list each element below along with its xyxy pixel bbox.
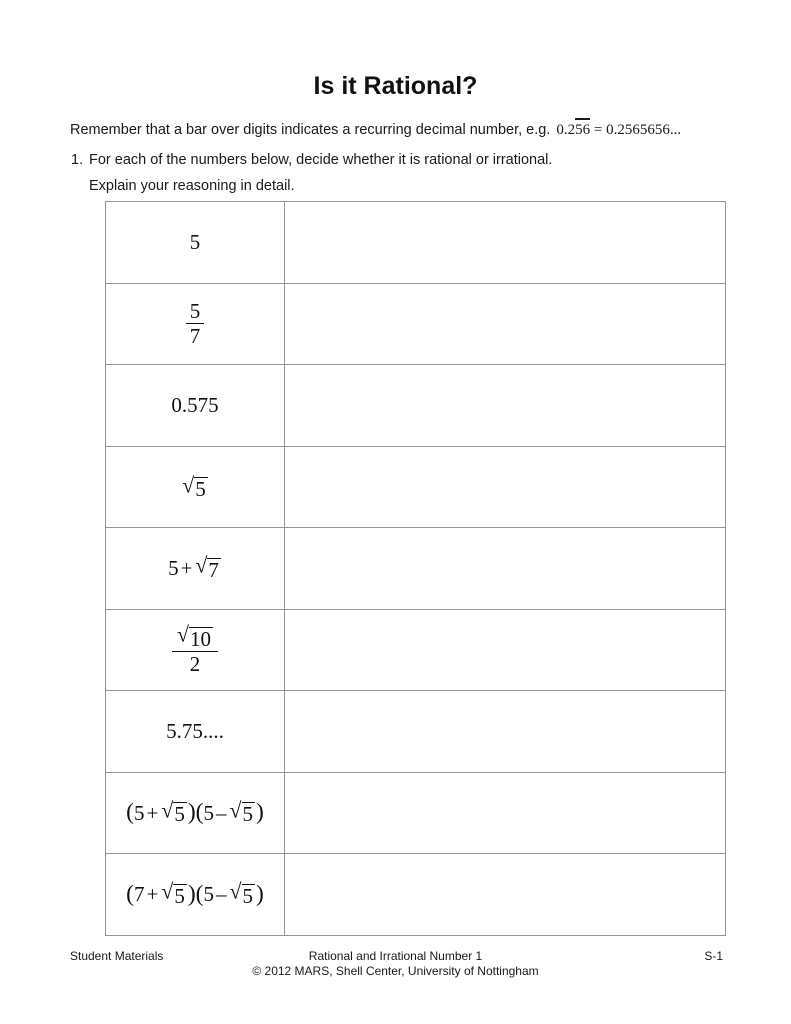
fraction-denominator: 2 xyxy=(189,651,201,676)
answer-cell-7[interactable] xyxy=(285,691,726,773)
radicand: 5 xyxy=(174,802,185,827)
open-paren: ( xyxy=(126,799,134,826)
expression-cell-2 xyxy=(106,283,285,365)
radical-group xyxy=(161,879,186,908)
answer-cell-5[interactable] xyxy=(285,528,726,610)
close-paren: ) xyxy=(256,799,264,826)
answer-cell-1[interactable] xyxy=(285,202,726,284)
expression-cell-8 xyxy=(106,772,285,854)
lead-term: 5 xyxy=(168,555,179,580)
close-paren: ) xyxy=(256,880,264,907)
radical-icon: √ xyxy=(229,879,242,904)
expression-cell-4 xyxy=(106,446,285,528)
numbers-table xyxy=(105,201,726,936)
example-value: 0.2565656... xyxy=(606,122,682,138)
fraction-numerator: 5 xyxy=(186,300,205,325)
expression-product-7-sqrt5 xyxy=(126,879,264,908)
expression-decimal-0575: 0.575 xyxy=(171,392,219,417)
answer-cell-3[interactable] xyxy=(285,365,726,447)
expression-cell-9 xyxy=(106,854,285,936)
operator-plus: + xyxy=(146,800,159,825)
open-paren: ( xyxy=(195,880,204,907)
term-a1: 7 xyxy=(134,882,145,906)
radical-icon: √ xyxy=(229,798,242,823)
recurring-decimal-example xyxy=(556,122,681,138)
radical-group xyxy=(229,879,255,908)
expression-5-plus-sqrt-7 xyxy=(168,553,222,582)
radical-group xyxy=(229,798,255,827)
example-equals: = xyxy=(593,122,603,138)
close-paren: ) xyxy=(187,799,196,826)
radicand: 5 xyxy=(195,477,206,501)
page-title: Is it Rational? xyxy=(313,72,478,100)
operator-minus: – xyxy=(216,882,227,906)
radical-group xyxy=(195,553,220,582)
radical-group xyxy=(161,798,186,827)
radical-icon: √ xyxy=(195,553,208,578)
expression-sqrt10-over-2 xyxy=(172,624,218,675)
term-a2: 5 xyxy=(203,800,215,825)
answer-cell-6[interactable] xyxy=(285,609,726,691)
table-row xyxy=(106,691,726,773)
radical-icon: √ xyxy=(161,879,174,904)
footer-copyright: © 2012 MARS, Shell Center, University of Nottingham xyxy=(252,964,539,978)
example-overbar-digits: 56 xyxy=(575,122,591,138)
table-row xyxy=(106,283,726,365)
footer-page-number: S-1 xyxy=(704,949,723,963)
table-row xyxy=(106,854,726,936)
expression-product-5-sqrt5 xyxy=(126,798,264,827)
operator-plus: + xyxy=(180,555,193,580)
fraction-numerator xyxy=(172,624,218,652)
question-subtext: Explain your reasoning in detail. xyxy=(89,178,295,194)
expression-sqrt-5 xyxy=(181,473,208,501)
radicand: 5 xyxy=(174,883,185,908)
question-number: 1. xyxy=(71,152,84,168)
table-row xyxy=(106,365,726,447)
radicand: 10 xyxy=(189,626,211,651)
expression-cell-7 xyxy=(106,691,285,773)
intro-text: Remember that a bar over digits indicates a recurring decimal number, e.g. xyxy=(70,122,551,138)
fraction-denominator: 7 xyxy=(189,324,201,349)
answer-cell-8[interactable] xyxy=(285,772,726,854)
radicand: 5 xyxy=(242,802,253,827)
table-row xyxy=(106,772,726,854)
operator-minus: – xyxy=(216,800,227,825)
example-prefix: 0.2 xyxy=(556,122,576,138)
answer-cell-2[interactable] xyxy=(285,283,726,365)
table-row xyxy=(106,609,726,691)
radicand: 7 xyxy=(208,557,219,582)
open-paren: ( xyxy=(126,880,134,907)
answer-cell-4[interactable] xyxy=(285,446,726,528)
intro-paragraph xyxy=(70,121,750,140)
question-text: For each of the numbers below, decide whether it is rational or irrational. xyxy=(89,152,553,168)
expression-cell-5 xyxy=(106,528,285,610)
open-paren: ( xyxy=(195,799,204,826)
expression-cell-3 xyxy=(106,365,285,447)
footer-lesson-title: Rational and Irrational Number 1 xyxy=(308,949,483,963)
table-row xyxy=(106,528,726,610)
footer-left-label: Student Materials xyxy=(70,949,164,963)
expression-five-sevenths xyxy=(186,300,205,348)
table-row xyxy=(106,446,726,528)
table-row xyxy=(106,202,726,284)
expression-cell-6 xyxy=(106,609,285,691)
expression-cell-1 xyxy=(106,202,285,284)
operator-plus: + xyxy=(146,882,159,906)
term-a1: 5 xyxy=(134,800,145,825)
radical-group xyxy=(182,473,207,501)
radicand: 5 xyxy=(242,883,253,908)
answer-cell-9[interactable] xyxy=(285,854,726,936)
close-paren: ) xyxy=(187,880,196,907)
expression-5: 5 xyxy=(189,229,201,254)
radical-icon: √ xyxy=(161,798,174,823)
expression-decimal-575-recurring: 5.75.... xyxy=(166,718,224,743)
radical-icon: √ xyxy=(177,622,189,647)
term-a2: 5 xyxy=(203,882,215,906)
radical-group xyxy=(177,622,213,651)
radical-icon: √ xyxy=(182,473,195,497)
